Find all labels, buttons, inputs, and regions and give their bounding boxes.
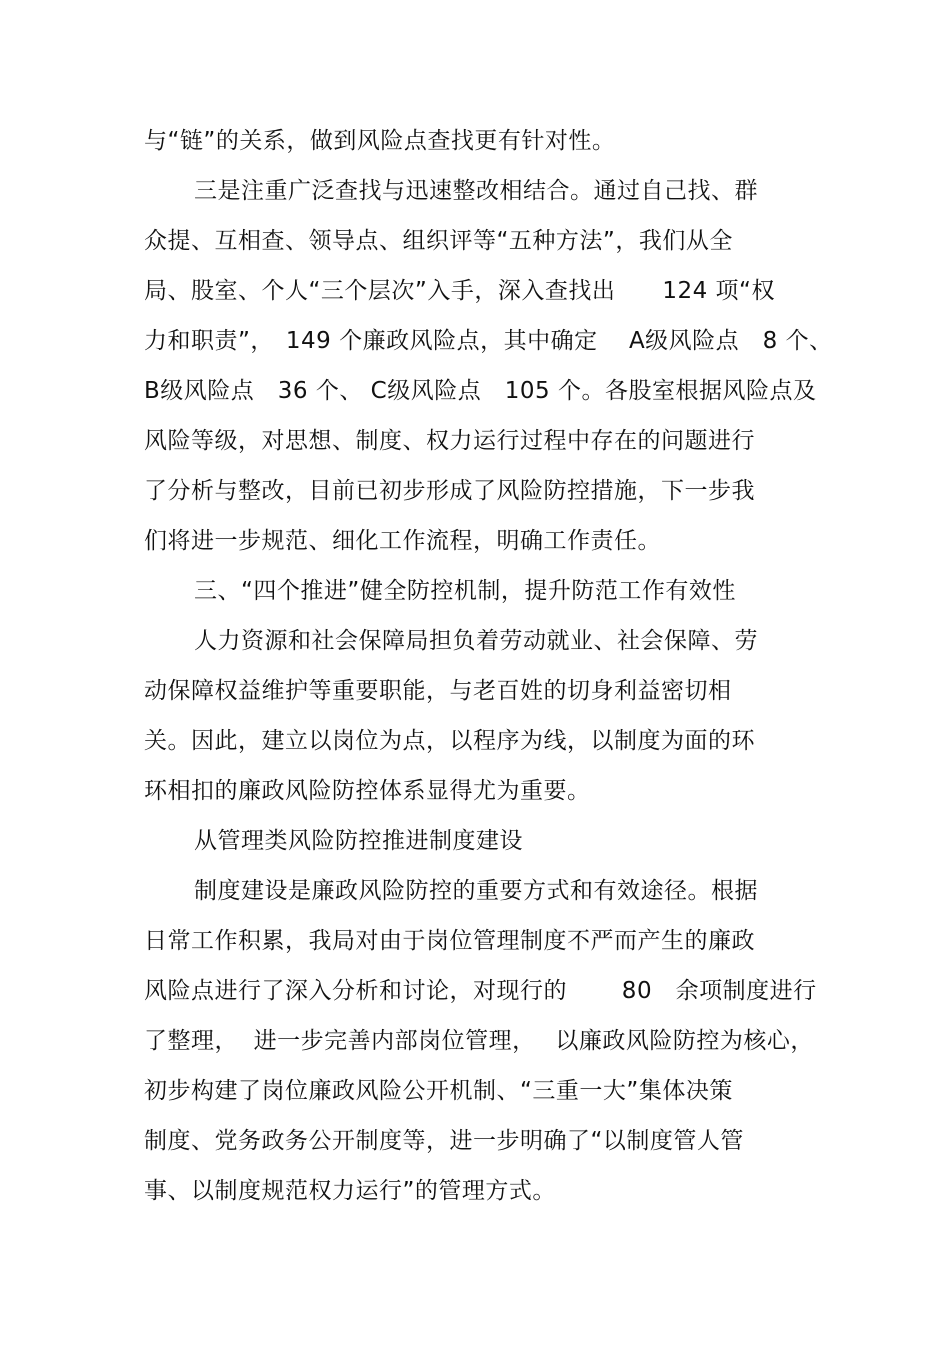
text-line-12: 动保障权益维护等重要职能，与老百姓的切身利益密切相: [144, 678, 732, 704]
text-line-3: 众提、互相查、领导点、组织评等“五种方法”，我们从全: [144, 228, 733, 254]
text-line-11: 人力资源和社会保障局担负着劳动就业、社会保障、劳: [194, 628, 758, 654]
text-line-14: 环相扣的廉政风险防控体系显得尤为重要。: [144, 778, 591, 804]
text-line-8: 了分析与整改，目前已初步形成了风险防控措施，下一步我: [144, 478, 755, 504]
text-line-1: 与“链”的关系，做到风险点查找更有针对性。: [144, 128, 616, 154]
section-heading-3: 三、“四个推进”健全防控机制，提升防范工作有效性: [194, 578, 736, 604]
text-line-5: 力和职责”， 149 个廉政风险点，其中确定 A级风险点 8 个、: [144, 328, 833, 354]
text-line-18: 风险点进行了深入分析和讨论，对现行的 80 余项制度进行: [144, 978, 817, 1004]
text-line-13: 关。因此，建立以岗位为点，以程序为线，以制度为面的环: [144, 728, 755, 754]
text-line-6: B级风险点 36 个、 C级风险点 105 个。各股室根据风险点及: [144, 378, 817, 404]
text-line-20: 初步构建了岗位廉政风险公开机制、“三重一大”集体决策: [144, 1078, 733, 1104]
text-line-17: 日常工作积累，我局对由于岗位管理制度不严而产生的廉政: [144, 928, 755, 954]
text-line-4: 局、股室、个人“三个层次”入手，深入查找出 124 项“权: [144, 278, 775, 304]
text-line-2: 三是注重广泛查找与迅速整改相结合。通过自己找、群: [194, 178, 758, 204]
text-line-7: 风险等级，对思想、制度、权力运行过程中存在的问题进行: [144, 428, 755, 454]
subsection-heading: 从管理类风险防控推进制度建设: [194, 828, 523, 854]
text-line-19: 了整理， 进一步完善内部岗位管理， 以廉政风险防控为核心，: [144, 1028, 814, 1054]
text-line-22: 事、以制度规范权力运行”的管理方式。: [144, 1178, 556, 1204]
text-line-16: 制度建设是廉政风险防控的重要方式和有效途径。根据: [194, 878, 758, 904]
text-line-9: 们将进一步规范、细化工作流程，明确工作责任。: [144, 528, 661, 554]
text-line-21: 制度、党务政务公开制度等，进一步明确了“以制度管人管: [144, 1128, 744, 1154]
